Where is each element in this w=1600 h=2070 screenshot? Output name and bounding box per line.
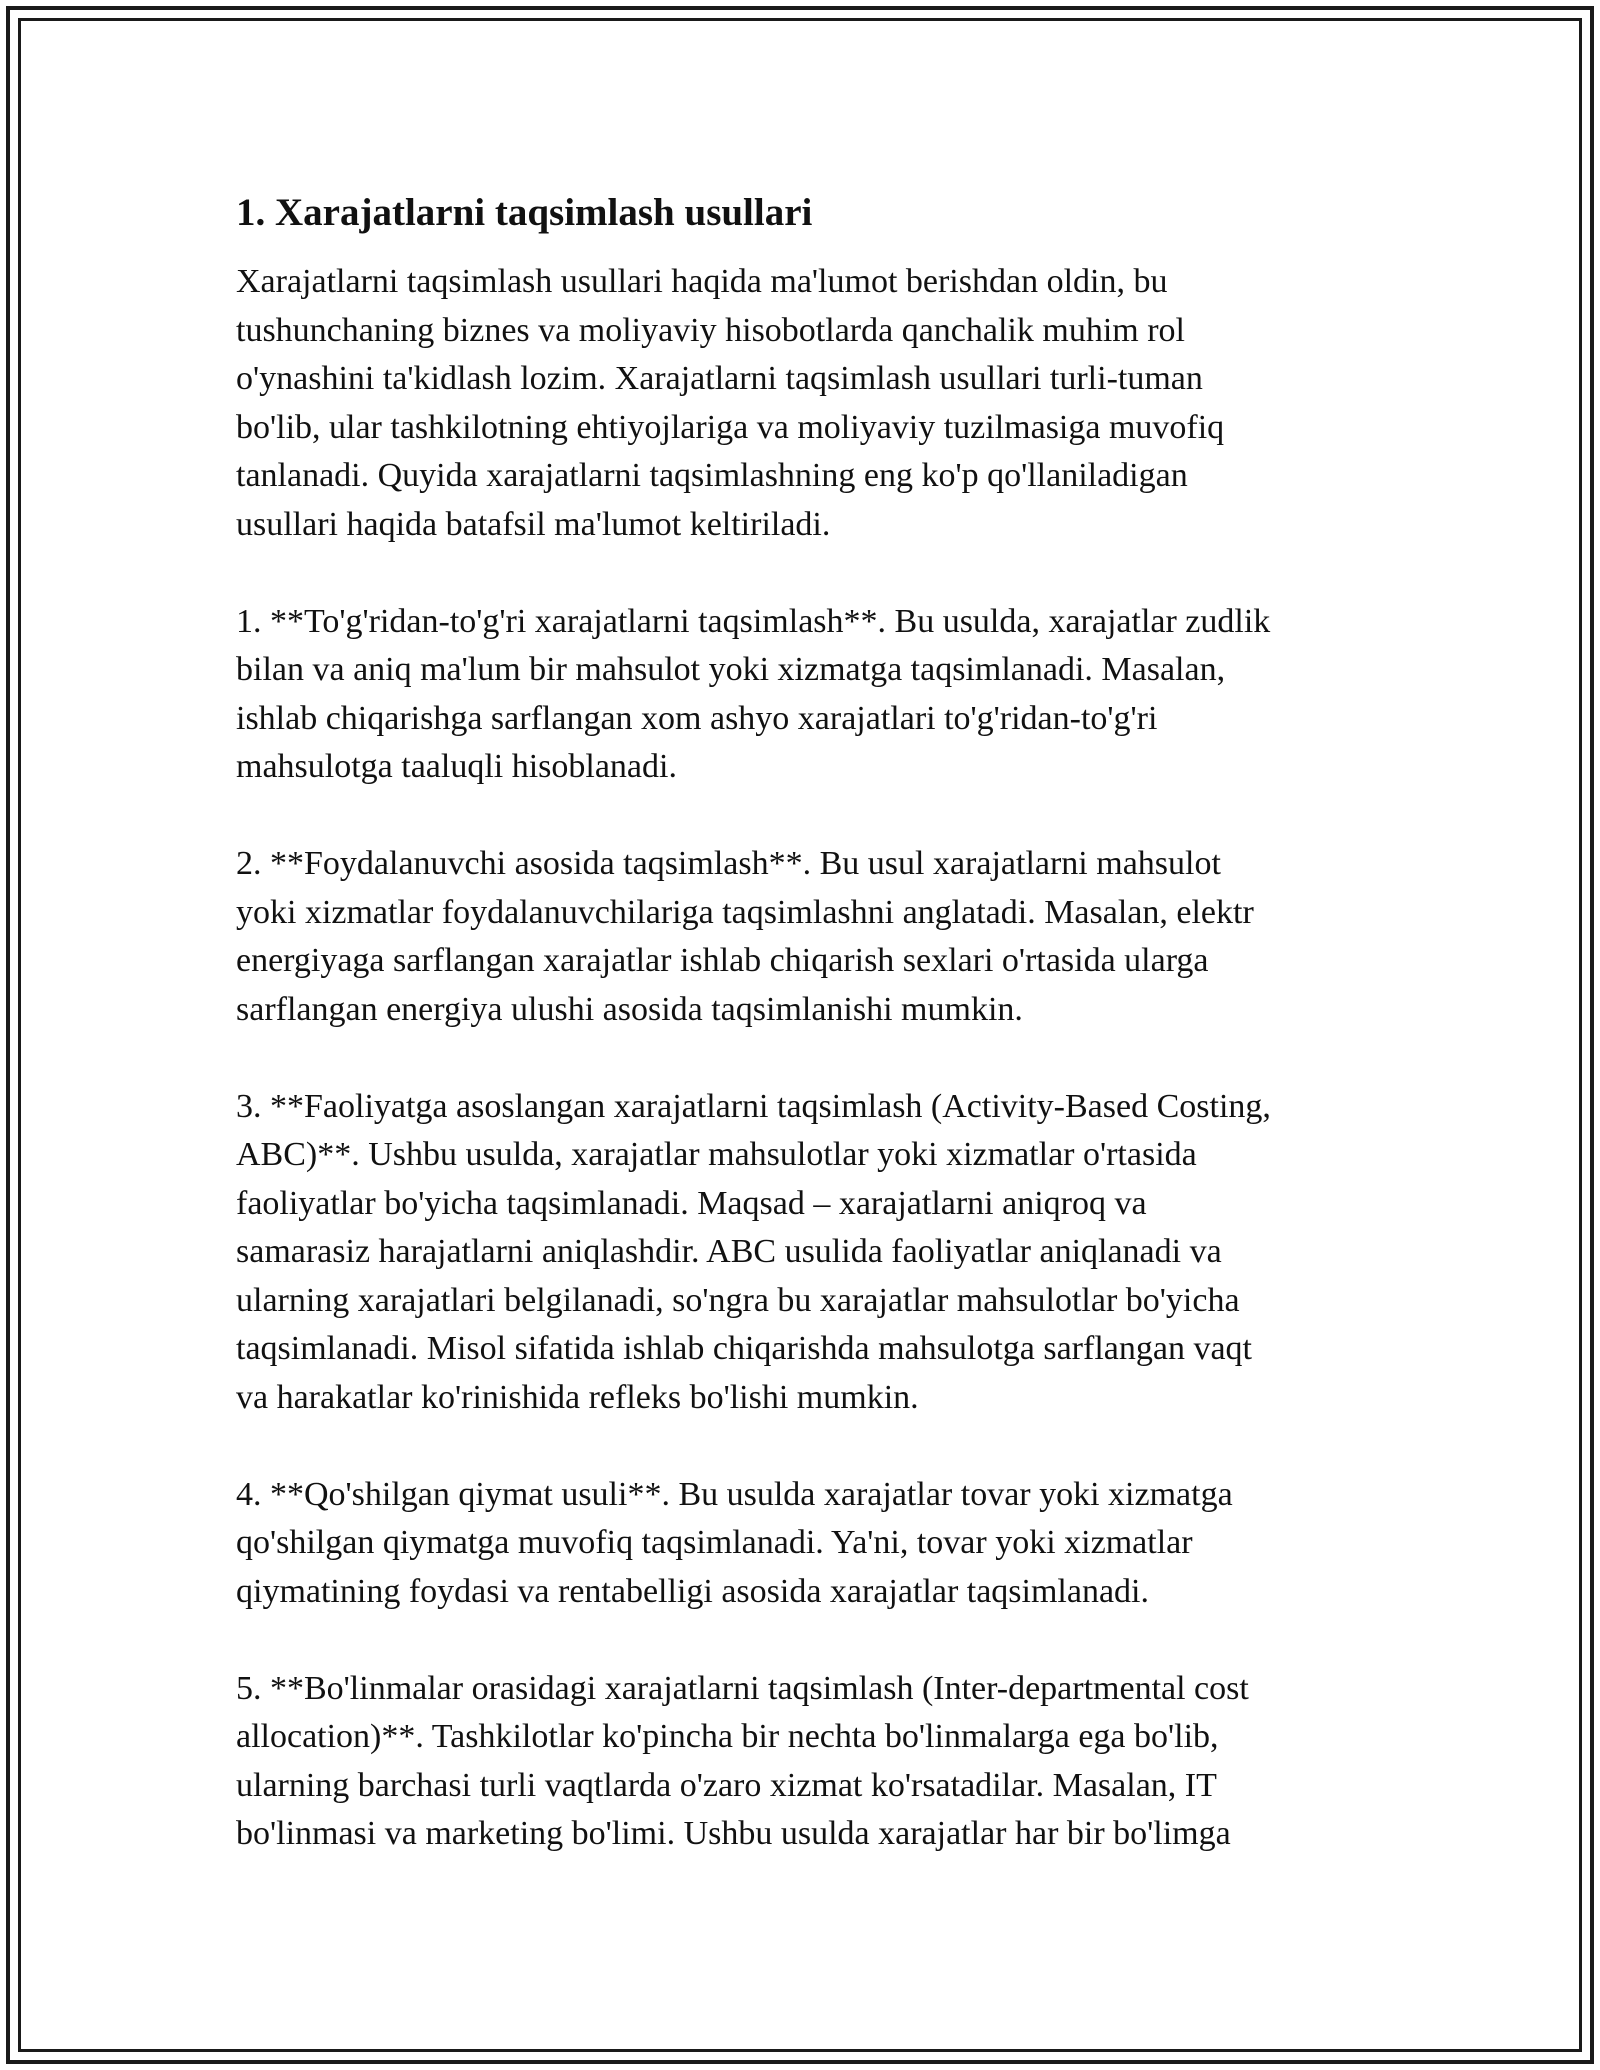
section-heading: 1. Xarajatlarni taqsimlash usullari [236,191,813,234]
text-line: 3. **Faoliyatga asoslangan xarajatlarni taqsimlash (Activity-Based Costing, [236,1087,1271,1125]
text-line: ABC)**. Ushbu usulda, xarajatlar mahsulotlar yoki xizmatlar o'rtasida [236,1136,1197,1173]
text-line: mahsulotga taaluqli hisoblanadi. [236,748,677,785]
document-body [236,188,1356,1907]
method-paragraph-1 [236,598,1356,792]
text-line: ularning barchasi turli vaqtlarda o'zaro xizmat ko'rsatadilar. Masalan, IT [236,1766,1217,1804]
text-line: 2. **Foydalanuvchi asosida taqsimlash**. Bu usul xarajatlarni mahsulot [236,845,1221,882]
text-line: taqsimlanadi. Misol sifatida ishlab chiqarishda mahsulotga sarflangan vaqt [236,1330,1252,1367]
text-line: samarasiz harajatlarni aniqlashdir. ABC usulida faoliyatlar aniqlanadi va [236,1233,1222,1270]
method-paragraph-3 [236,1083,1356,1423]
text-line: allocation)**. Tashkilotlar ko'pincha bir nechta bo'linmalarga ega bo'lib, [236,1718,1219,1755]
intro-paragraph [236,258,1356,549]
text-line: usullari haqida batafsil ma'lumot keltiriladi. [236,505,831,543]
paragraph-list [236,258,1356,1859]
text-line: ishlab chiqarishga sarflangan xom ashyo xarajatlari to'g'ridan-to'g'ri [236,699,1158,737]
text-line: qiymatining foydasi va rentabelligi asosida xarajatlar taqsimlanadi. [236,1572,1150,1610]
text-line: 5. **Bo'linmalar orasidagi xarajatlarni taqsimlash (Inter-departmental cost [236,1669,1249,1707]
text-line: o'ynashini ta'kidlash lozim. Xarajatlarni taqsimlash usullari turli-tuman [236,360,1203,397]
text-line: yoki xizmatlar foydalanuvchilariga taqsimlashni anglatadi. Masalan, elektr [236,893,1254,931]
text-line: bo'linmasi va marketing bo'limi. Ushbu usulda xarajatlar har bir bo'limga [236,1815,1231,1852]
method-paragraph-2 [236,840,1356,1034]
method-paragraph-5 [236,1665,1356,1859]
text-line: qo'shilgan qiymatga muvofiq taqsimlanadi. Ya'ni, tovar yoki xizmatlar [236,1524,1193,1561]
text-line: ularning xarajatlari belgilanadi, so'ngra bu xarajatlar mahsulotlar bo'yicha [236,1281,1240,1319]
text-line: 1. **To'g'ridan-to'g'ri xarajatlarni taqsimlash**. Bu usulda, xarajatlar zudlik [236,602,1271,640]
method-paragraph-4 [236,1471,1356,1617]
text-line: bilan va aniq ma'lum bir mahsulot yoki xizmatga taqsimlanadi. Masalan, [236,651,1226,688]
text-line: va harakatlar ko'rinishida refleks bo'lishi mumkin. [236,1378,919,1416]
text-line: 4. **Qo'shilgan qiymat usuli**. Bu usulda xarajatlar tovar yoki xizmatga [236,1475,1233,1513]
text-line: faoliyatlar bo'yicha taqsimlanadi. Maqsad – xarajatlarni aniqroq va [236,1184,1147,1222]
text-line: energiyaga sarflangan xarajatlar ishlab chiqarish sexlari o'rtasida ularga [236,942,1209,979]
text-line: Xarajatlarni taqsimlash usullari haqida ma'lumot berishdan oldin, bu [236,263,1168,300]
text-line: tanlanadi. Quyida xarajatlarni taqsimlashning eng ko'p qo'llaniladigan [236,457,1188,494]
text-line: tushunchaning biznes va moliyaviy hisobotlarda qanchalik muhim rol [236,311,1185,349]
text-line: sarflangan energiya ulushi asosida taqsimlanishi mumkin. [236,990,1023,1028]
text-line: bo'lib, ular tashkilotning ehtiyojlariga va moliyaviy tuzilmasiga muvofiq [236,408,1225,446]
